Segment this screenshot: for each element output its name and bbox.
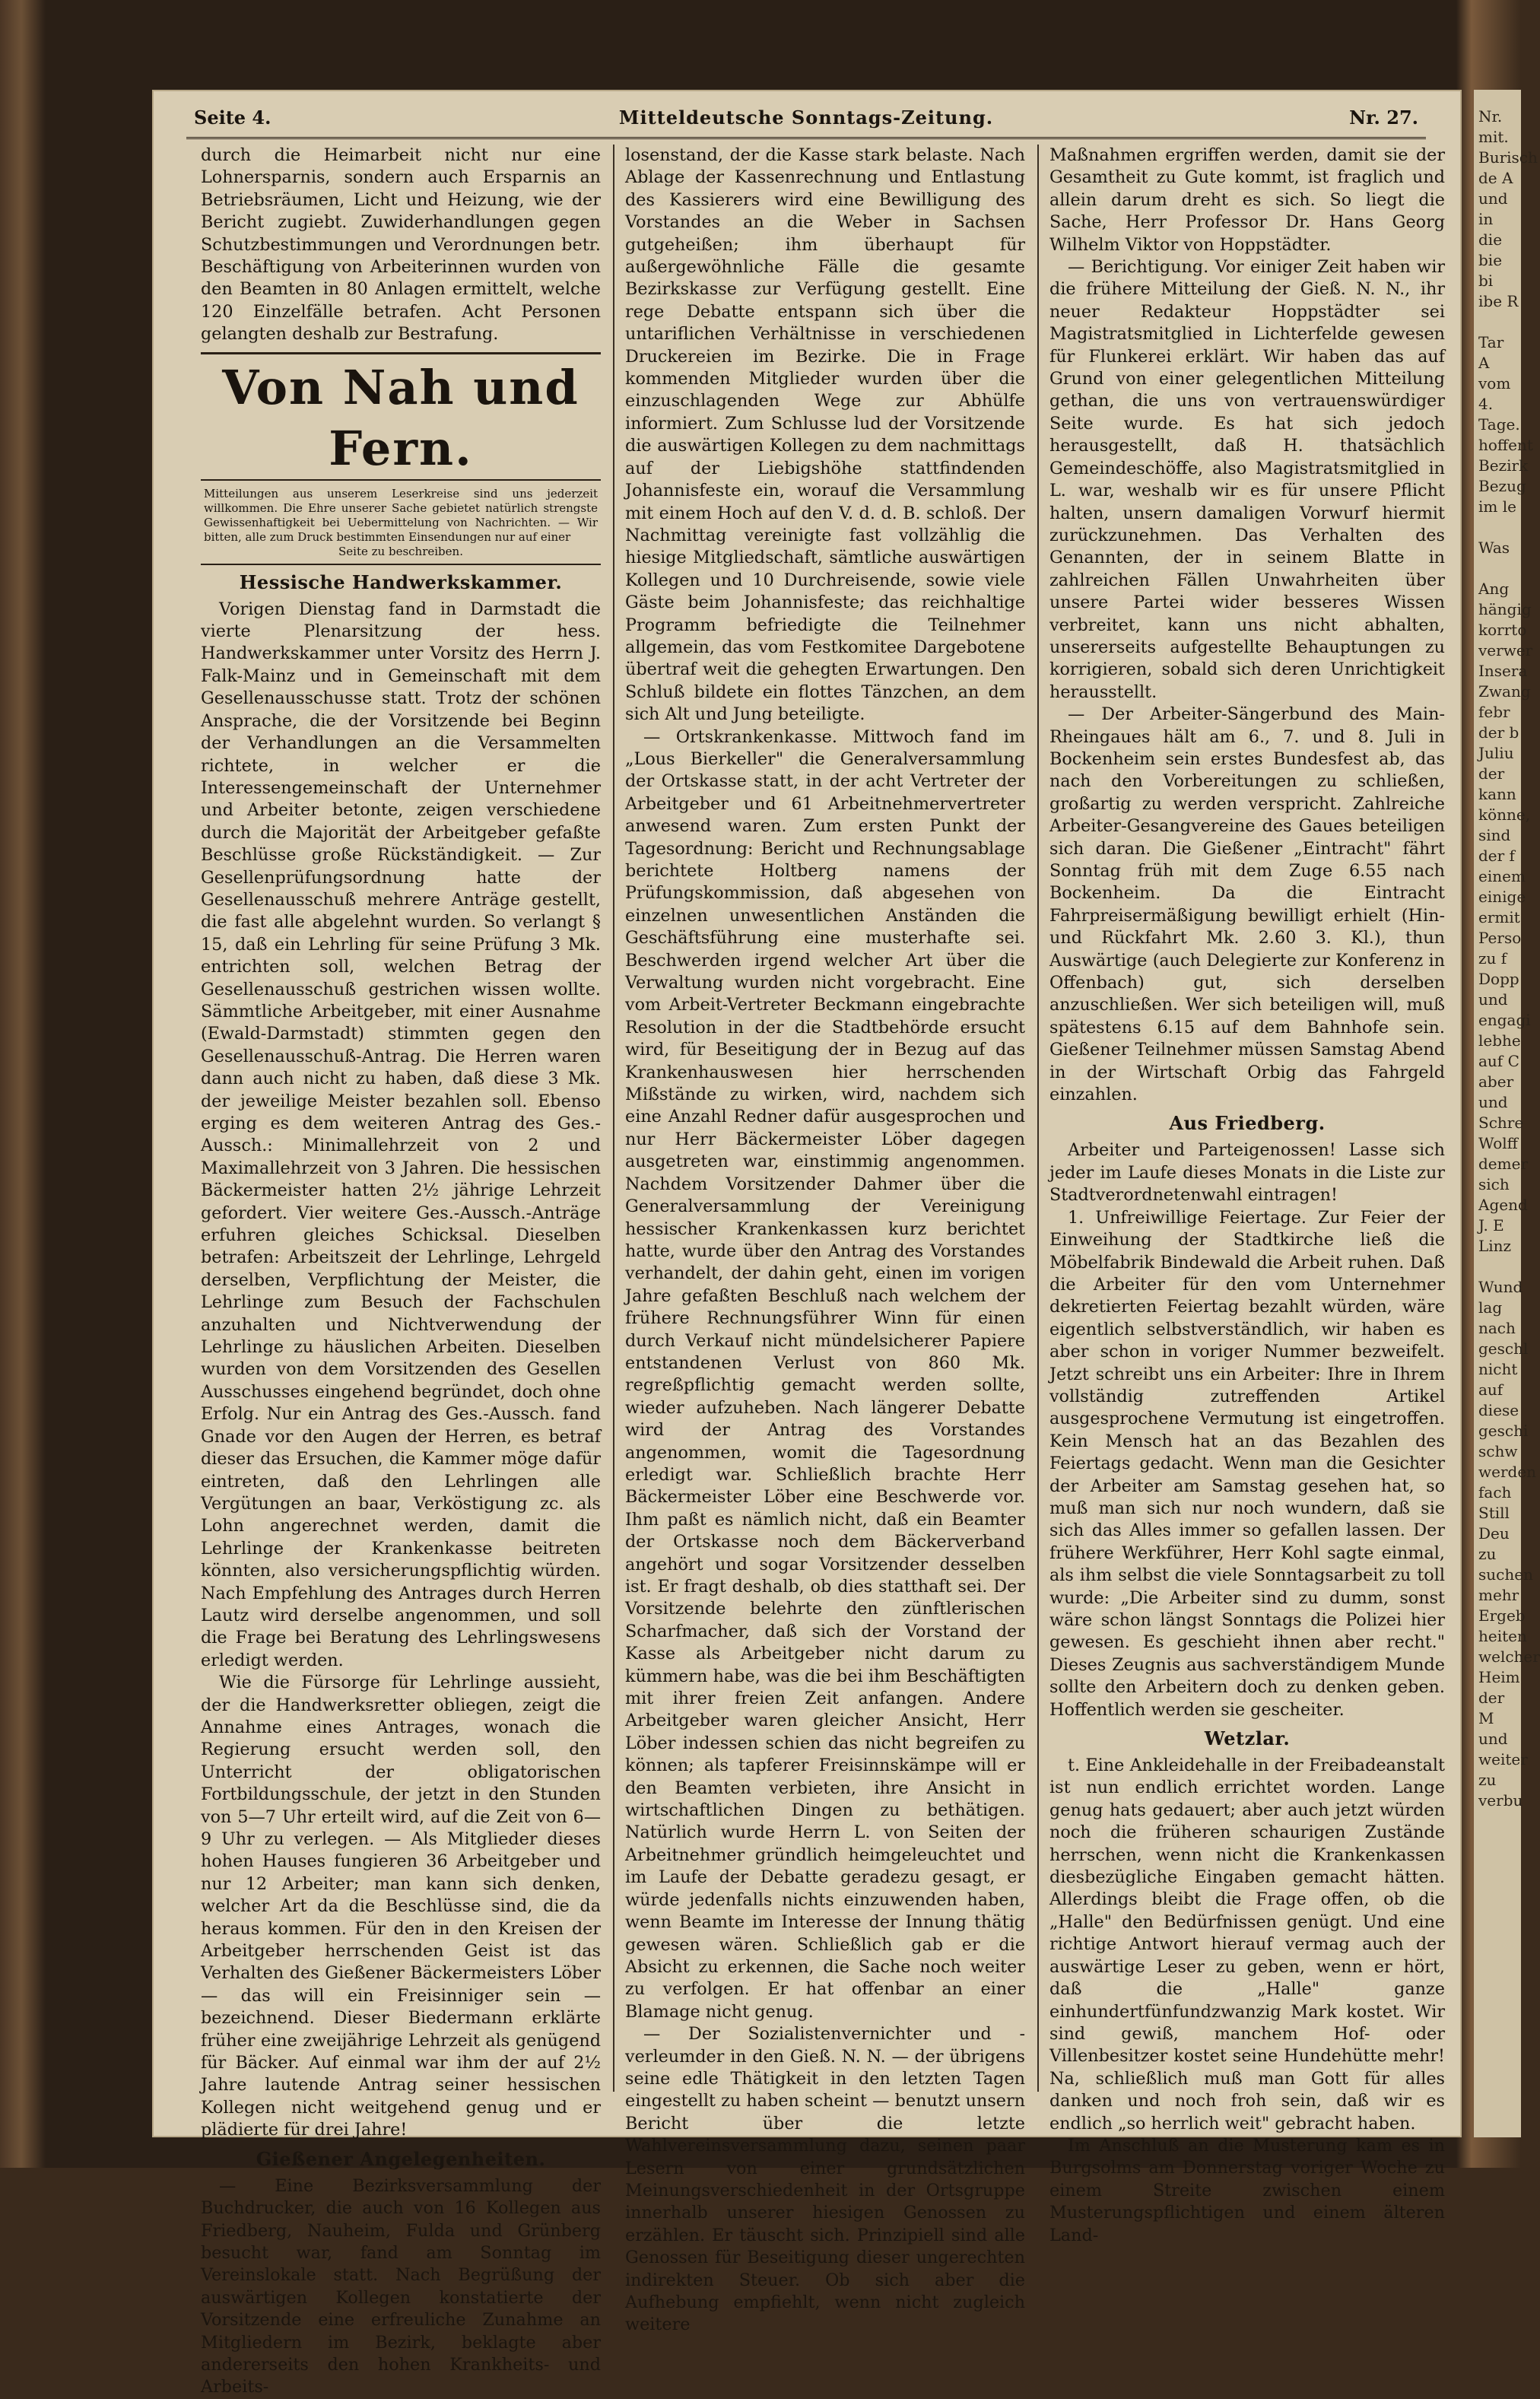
adjacent-page-text: Nr. mit. Burisch de A und in die bie bi ibe R Tar A vom 4. Tage. hoffent Bezirk Bezug im le Was Ang hängig korrto verwer Insera Zwang febr der b Juliu der kann könne, sind der f einem einige ermit Perso zu f Dopp und engagi lebhe auf C aber und Schre Wolff demer sich Agend J. E Linz Wund lag nach geschl nicht auf diese geschi schw werden fach Still Deu zu suchen mehr Ergeb heiten welcher Heim der M und weiter zu verbu [1478,107,1540,1810]
handwerkskammer-paragraph: Vorigen Dienstag fand in Darmstadt die vierte Plenarsitzung der hess. Handwerkskammer unter Vorsitz des Herrn J. Falk-Mainz und in Gemeinschaft mit dem Gesellenausschusse statt. Trotz der schönen Ansprache, die der Vorsitzende bei Beginn der Verhandlungen an die Versammelten richtete, in welcher er die Interessengemeinschaft der Unternehmer und Arbeiter betonte, zeigen verschiedene durch die Majorität der Arbeitgeber gefaßte Beschlüsse große Rückständigkeit. — Zur Gesellenprüfungsordnung hatte der Gesellenausschuß mehrere Anträge gestellt, die fast alle abgelehnt wurden. So verlangt § 15, daß ein Lehrling für seine Prüfung 3 Mk. entrichten soll, welchen Betrag der Gesellenausschuß gestrichen wissen wollte. Sämmtliche Arbeitgeber, mit einer Ausnahme (Ewald-Darmstadt) stimmten gegen den Gesellenausschuß-Antrag. Die Herren waren dann auch nicht zu haben, daß diese 3 Mk. der jeweilige Meister bezahlen soll. Ebenso erging es dem weiteren Antrag des Ges.-Aussch.: Minimallehrzeit von 2 und Maximallehrzeit von 3 Jahren. Die hessischen Bäckermeister hatten 2½ jährige Lehrzeit gefordert. Vier weitere Ges.-Aussch.-Anträge erfuhren gleiches Schicksal. Dieselben betrafen: Arbeitszeit der Lehrlinge, Lehrgeld derselben, Verpflichtung der Meister, die Lehrlinge zum Besuch der Fachschulen anzuhalten und Nichtverwendung der Lehrlinge zu häuslichen Arbeiten. Dieselben wurden von dem Vorsitzenden des Gesellen Ausschusses eingehend begründet, doch ohne Erfolg. Nur ein Antrag des Ges.-Aussch. fand Gnade vor den Augen der Herren, es betraf dieser das Ersuchen, die Kammer möge dafür eintreten, daß den Lehrlingen alle Vergütungen an baar, Verköstigung zc. als Lohn angerechnet werden, damit die Lehrlinge der Krankenkasse beitreten könnten, also versicherungspflichtig würden. Nach Empfehlung des Antrages durch Herren Lautz wird derselbe angenommen, und soll die Frage bei Beratung des Lehrlingswesens erledigt werden. [201,599,601,1670]
musterung-paragraph: Im Anschluß an die Musterung kam es in Burgsolms am Donnerstag voriger Woche zu einem Streite zwischen einem Musterungspflichtigen und einem älteren Land- [1049,2135,1445,2245]
reader-notice-text: Mitteilungen aus unserem Leserkreise sind uns jederzeit willkommen. Die Ehre unserer Sache gebietet natürlich strengste Gewissenhaftigkeit bei Uebermittelung von Nachrichten. — Wir bitten, alle zum Druck bestimmten Einsendungen nur auf einer [204,486,598,544]
page-number: Seite 4. [194,106,271,129]
parteigenossen-paragraph: Arbeiter und Parteigenossen! Lasse sich jeder im Laufe dieses Monats in die Liste zur Stadtverordnetenwahl eintragen! [1049,1140,1445,1206]
buchdrucker-paragraph: losenstand, der die Kasse stark belaste. Nach Ablage der Kassenrechnung und Entlastung des Kassierers wird eine Bewilligung des Vorstandes an die Weber in Sachsen gutgeheißen; ihm überhaupt für außergewöhnliche Fälle die gesamte Bezirkskasse zur Verfügung gestellt. Eine rege Debatte entspann sich über die untariflichen Verhältnisse in verschiedenen Druckereien im Bezirke. Die in Frage kommenden Mitglieder wurden über die einzuschlagenden Wege zur Abhülfe informiert. Zum Schlusse lud der Vorsitzende die auswärtigen Kollegen zu dem nachmittags auf der Liebigshöhe stattfindenden Johannisfeste ein, worauf die Versammlung mit einem Hoch auf den V. d. d. B. schloß. Der Nachmittag vereinigte fast vollzählig die hiesige Mitgliedschaft, sämtliche auswärtigen Kollegen und 10 Durchreisende, sowie viele Gäste beim Johannisfeste; das reichhaltige Programm befriedigte die Teilnehmer allgemein, das vom Festkomitee Dargebotene übertraf weit die gehegten Erwartungen. Den Schluß bildete ein flottes Tänzchen, an dem sich Alt und Jung beteiligte. [625,145,1025,725]
ortskrankenkasse-paragraph: — Ortskrankenkasse. Mittwoch fand im „Lous Bierkeller" die Generalversammlung der Ortskasse statt, in der acht Vertreter der Arbeitgeber und 61 Arbeitnehmervertreter anwesend waren. Zum ersten Punkt der Tagesordnung: Bericht und Rechnungsablage berichtete Holtberg namens der Prüfungskommission, daß abgesehen von einzelnen unwesentlichen Anständen die Geschäftsführung eine musterhafte sei. Beschwerden irgend welcher Art über die Verwaltung wurden nicht vorgebracht. Eine vom Arbeit-Vertreter Beckmann eingebrachte Resolution in der die Stadtbehörde ersucht wird, für Beseitigung der in Bezug auf das Krankenhauswesen hier herrschenden Mißstände zu wirken, wird, nachdem sich eine Anzahl Redner dafür ausgesprochen und nur Herr Bäckermeister Löber dagegen ausgetreten war, einstimmig angenommen. Nachdem Vorsitzender Dahmer über die Generalversammlung der Vereinigung hessischer Krankenkassen kurz berichtet hatte, wurde über den Antrag des Vorstandes verhandelt, der dahin geht, einen im vorigen Jahre gefaßten Beschluß nach welchem der frühere Rechnungsführer Winn für einen durch Verkauf nicht mündelsicherer Papiere entstandenen Verlust von 860 Mk. regreßpflichtig gemacht werden sollte, wieder aufzuheben. Nach längerer Debatte wird der Antrag des Vorstandes angenommen, womit die Tagesordnung erledigt war. Schließlich brachte Herr Bäckermeister Löber eine Beschwerde vor. Ihm paßt es nämlich nicht, daß ein Beamter der Ortskasse noch dem Bäckerverband angehört und sogar Vorsitzender desselben ist. Er fragt deshalb, ob dies statthaft sei. Der Vorsitzende belehrte den zünftlerischen Scharfmacher, daß sich der Vorstand der Kasse als Arbeitgeber nicht darum zu kümmern habe, was die bei ihm Beschäftigten mit ihrer freien Zeit anfangen. Andere Arbeitgeber waren gleicher Ansicht, Herr Löber indessen schien das nicht begreifen zu können; als tapferer Freisinnskämpe will er den Beamten verbieten, ihre Ansicht in wirtschaftlichen Dingen zu bethätigen. Natürlich wurde Herrn L. von Seiten der Arbeitnehmer gründlich heimgeleuchtet und im Laufe der Debatte geradezu gesagt, er würde jedenfalls nichts einzuwenden haben, wenn Beamte im Interesse der Innung thätig gewesen wären. Schließlich gab er die Absicht zu erkennen, die Sache noch weiter zu verfolgen. Er hat offenbar an einer Blamage nicht genug. [625,726,1025,2022]
heading-giessener: Gießener Angelegenheiten. [256,2147,546,2170]
newspaper-title: Mitteldeutsche Sonntags-Zeitung. [618,106,994,129]
saengerbund-paragraph: — Der Arbeiter-Sängerbund des Main-Rheingaues hält am 6., 7. und 8. Juli in Bockenheim sein erstes Bundesfest ab, das nach den Vorbereitungen zu schließen, großartig zu werden verspricht. Zahlreiche Arbeiter-Gesangvereine des Gaues beteiligen sich daran. Die Gießener „Eintracht" fährt Sonntag früh mit dem Zuge 6.55 nach Bockenheim. Da die Eintracht Fahrpreisermäßigung bewilligt erhielt (Hin- und Rückfahrt Mk. 2.60 3. Kl.), thun Auswärtige (auch Delegierte zur Konferenz in Offenbach) gut, sich derselben anzuschließen. Wer sich beteiligen will, muß spätestens 6.15 auf dem Bahnhofe sein. Gießener Teilnehmer müssen Samstag Abend in der Wirtschaft Orbig das Fahrgeld einzahlen. [1049,704,1445,1105]
column-1 [201,145,601,2397]
column-3 [1049,145,1445,2245]
sozialistenvernichter-paragraph: — Der Sozialistenvernichter und -verleumder in den Gieß. N. N. — der übrigens seine edle Thätigkeit in den letzten Tagen eingestellt zu haben scheint — benutzt unsern Bericht über die letzte Wahlvereinsversammlung dazu, seinen paar Lesern von einer grundsätzlichen Meinungsverschiedenheit in der Ortsgruppe innerhalb unserer hiesigen Genossen zu erzählen. Er täuscht sich. Prinzipiell sind alle Genossen für Beseitigung dieser ungerechten indirekten Steuer. Ob sich aber die Aufhebung empfiehlt, wenn nicht zugleich weitere [625,2024,1025,2335]
newspaper-page [152,90,1462,2397]
reader-notice-last: Seite zu beschreiben. [338,544,463,558]
reader-notice [201,485,601,565]
heading-friedberg: Aus Friedberg. [1169,1112,1326,1135]
handwerkskammer-paragraph-2: Wie die Fürsorge für Lehrlinge aussieht, der die Handwerksretter obliegen, zeigt die Annahme eines Antrages, wonach die Regierung ersucht werden soll, den Unterricht der obligatorischen Fortbildungsschule, der jetzt in den Stunden von 5—7 Uhr erteilt wird, auf die Zeit von 6—9 Uhr zu verlegen. — Als Mitglieder dieses hohen Hauses fungieren 36 Arbeitgeber und nur 12 Arbeiter; man kann sich denken, welcher Art da die Beschlüsse sind, die da heraus kommen. Für den in den Kreisen der Arbeitgeber herrschenden Geist ist das Verhalten des Gießener Bäckermeisters Löber — das will ein Freisinniger sein — bezeichnend. Dieser Biedermann erklärte früher eine zweijährige Lehrzeit als genügend für Bäcker. Auf einmal war ihm der auf 2½ Jahre lautende Antrag seiner hessischen Kollegen nicht weitgehend genug und er plädierte für drei Jahre! [201,1673,601,2140]
feiertage-paragraph: 1. Unfreiwillige Feiertage. Zur Feier der Einweihung der Stadtkirche ließ die Möbelfabrik Bindewald die Arbeit ruhen. Daß die Arbeiter für den vom Unternehmer dekretierten Feiertag bezahlt würden, wäre eigentlich selbstverständlich, wir haben es aber schon in voriger Nummer bezweifelt. Jetzt schreibt uns ein Arbeiter: Ihre in Ihrem vollständig zutreffenden Artikel ausgesprochene Vermutung ist eingetroffen. Kein Mensch hat an das Bezahlen des Feiertags gedacht. Wenn man die Gesichter der Arbeiter am Samstag gesehen hat, so muß man sich nur noch wundern, daß sie sich das Alles immer so gefallen lassen. Der frühere Werkführer, Herr Kohl sagte einmal, als ihm selbst die viele Sonntagsarbeit zu toll wurde: „Die Arbeiter sind zu dumm, sonst wäre schon längst Sonntags die Polizei hier gewesen. Es geschieht ihnen aber recht." Dieses Zeugnis aus sachverständigem Munde sollte den Arbeitern doch zu denken geben. Hoffentlich werden sie gescheiter. [1049,1207,1445,1720]
column-2 [625,145,1025,2335]
column-divider-2 [1037,145,1039,2092]
giessener-paragraph: — Eine Bezirksversammlung der Buchdrucker, die auch von 16 Kollegen aus Friedberg, Nauheim, Fulda und Grünberg besucht war, fand am Sonntag im Vereinslokale statt. Nach Begrüßung der auswärtigen Kollegen konstatierte der Vorsitzende eine erfreuliche Zunahme an Mitgliedern im Bezirk, beklagte aber andererseits den hohen Krankheits- und Arbeits- [201,2175,601,2397]
ankleidehalle-paragraph: t. Eine Ankleidehalle in der Freibadeanstalt ist nun endlich errichtet worden. Lange genug hats gedauert; aber auch jetzt würden noch die früheren schaurigen Zustände herrschen, wenn nicht die Krankenkassen diesbezügliche Eingaben gemacht hätten. Allerdings bleibt die Frage offen, ob die „Halle" den Bedürfnissen genügt. Und eine richtige Antwort hierauf vermag auch der auswärtige Leser zu geben, wenn er hört, daß die „Halle" ganze einhundertfünfundzwanzig Mark kostet. Wir sind gewiß, manchem Hof- oder Villenbesitzer kostet seine Hundehütte mehr! Na, schließlich muß man Gott für alles danken und noch froh sein, daß wir es endlich „so herrlich weit" gebracht haben. [1049,1756,1445,2134]
header-rule [186,137,1426,139]
section-title: Von Nah und Fern. [201,352,601,481]
column-divider-1 [613,145,614,2092]
heading-wetzlar: Wetzlar. [1204,1727,1291,1750]
page-header [194,106,1418,134]
berichtigung-paragraph: — Berichtigung. Vor einiger Zeit haben wir die frühere Mitteilung der Gieß. N. N., ihr neuer Redakteur Hoppstädter sei Magistratsmitglied in Lichterfelde gewesen für Flunkerei erklärt. Wir haben das auf Grund von einer gelegentlichen Mitteilung gethan, die uns von vertrauenswürdiger Seite wurde. Es hat sich jedoch herausgestellt, daß H. thatsächlich Gemeindeschöffe, also Magistratsmitglied in L. war, weshalb wir es für unsere Pflicht halten, unsern damaligen Vorwurf hiermit zurückzunehmen. Das Verhalten des Genannten, der in seinem Blatte in zahlreichen Fällen Unwahrheiten über unsere Partei wider besseres Wissen verbreitet, kann uns nicht abhalten, unsererseits aufgestellte Behauptungen zu korrigieren, sobald sich deren Unrichtigkeit herausstellt. [1049,257,1445,702]
heimarbeit-paragraph: durch die Heimarbeit nicht nur eine Lohnersparnis, sondern auch Ersparnis an Betriebsräumen, Licht und Heizung, wie der Bericht zugiebt. Zuwiderhandlungen gegen Schutzbestimmungen und Verordnungen betr. Beschäftigung von Arbeiterinnen wurden von den Beamten in 80 Anlagen ermittelt, welche 120 Einzelfälle betrafen. Acht Personen gelangten deshalb zur Bestrafung. [201,145,601,345]
heading-handwerkskammer: Hessische Handwerkskammer. [239,570,563,593]
issue-number: Nr. 27. [1349,106,1418,129]
massnahmen-paragraph: Maßnahmen ergriffen werden, damit sie der Gesamtheit zu Gute kommt, ist fraglich und allein darum dreht es sich. So liegt die Sache, Herr Professor Dr. Hans Georg Wilhelm Viktor von Hoppstädter. [1049,145,1445,255]
adjacent-page-edge [1474,90,1540,2137]
